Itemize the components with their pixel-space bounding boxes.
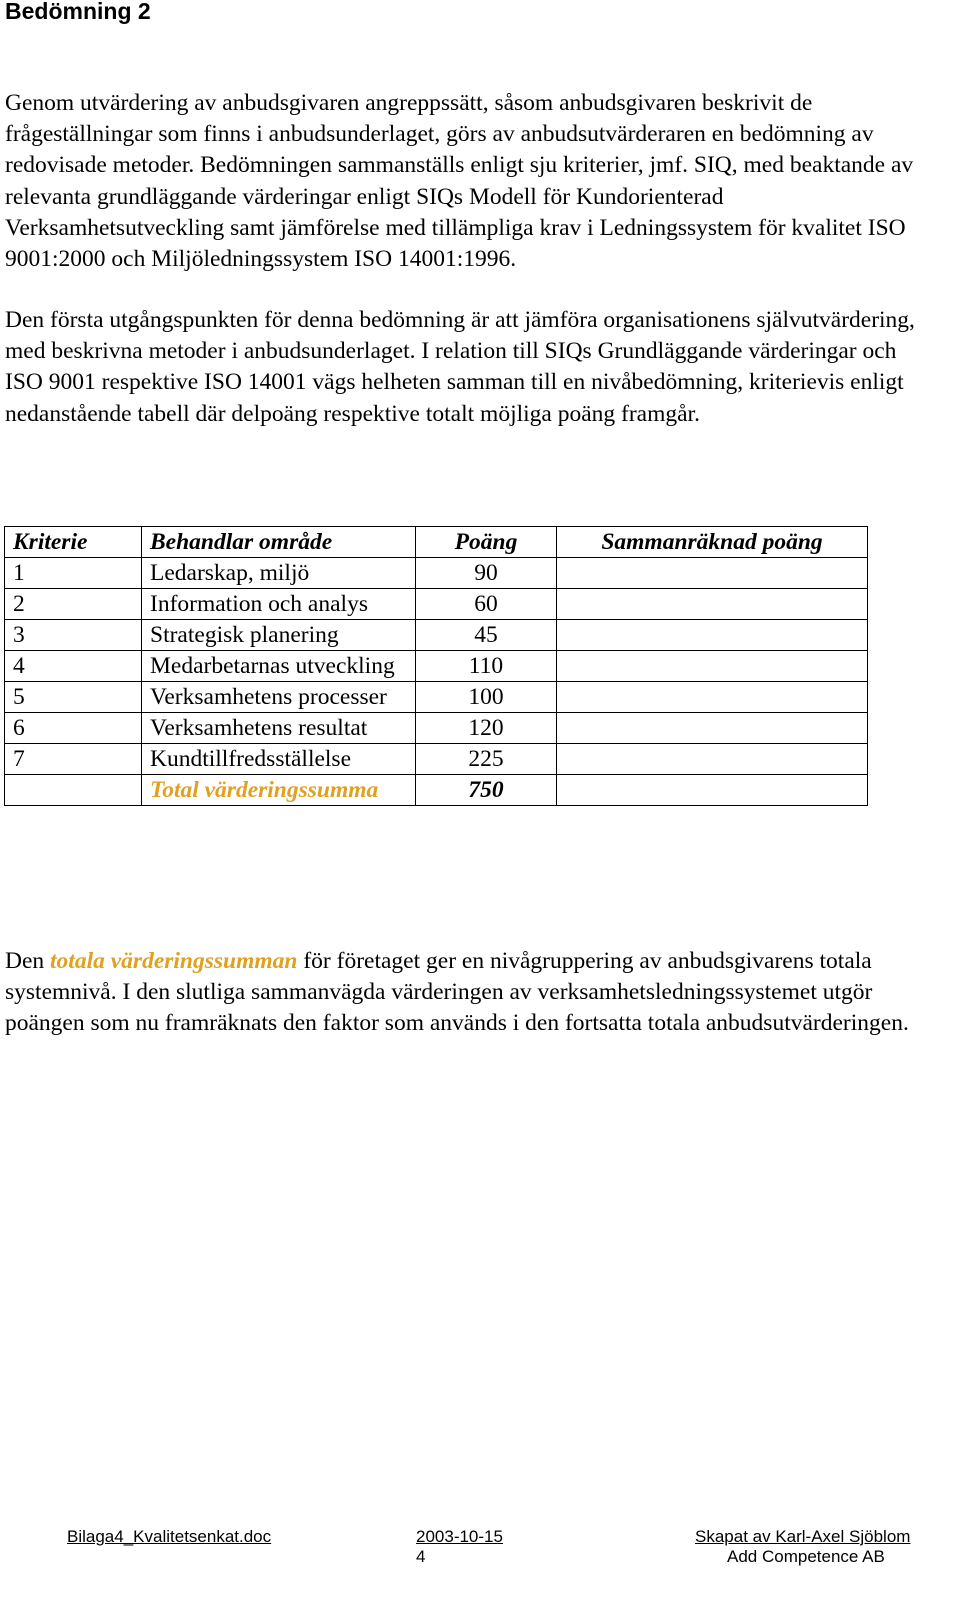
cell-kriterie: 2 [5, 589, 142, 620]
cell-kriterie: 5 [5, 682, 142, 713]
footer-date: 2003-10-15 [416, 1527, 503, 1546]
cell-omrade: Verksamhetens processer [142, 682, 416, 713]
table-row [5, 651, 868, 682]
cell-summa [557, 558, 868, 589]
table-row [5, 744, 868, 775]
total-label: Total värderingssumma [142, 775, 416, 806]
cell-poang: 45 [416, 620, 557, 651]
cell-omrade: Kundtillfredsställelse [142, 744, 416, 775]
cell-kriterie: 4 [5, 651, 142, 682]
cell-kriterie: 7 [5, 744, 142, 775]
footer-author: Skapat av Karl-Axel Sjöblom [695, 1527, 911, 1546]
footer-filename: Bilaga4_Kvalitetsenkat.doc [67, 1527, 272, 1546]
footer-page-number: 4 [416, 1547, 426, 1566]
cell-total-empty [5, 775, 142, 806]
table-row [5, 682, 868, 713]
cell-kriterie: 1 [5, 558, 142, 589]
cell-poang: 225 [416, 744, 557, 775]
header-poang: Poäng [416, 527, 557, 558]
cell-poang: 100 [416, 682, 557, 713]
table-total-row [5, 775, 868, 806]
table-row [5, 620, 868, 651]
cell-kriterie: 3 [5, 620, 142, 651]
summary-highlight: totala värderingssumman [50, 948, 298, 974]
summary-paragraph [5, 946, 940, 1040]
cell-summa [557, 589, 868, 620]
cell-summa [557, 744, 868, 775]
method-paragraph: Den första utgångspunkten för denna bedömning är att jämföra organisationens självutvärdering, med beskrivna metoder i anbudsunderlaget. I relation till SIQs Grundläggande värderingar och ISO 9001 respektive ISO 14001 vägs helheten samman till en nivåbedömning, kriterievis enligt nedanstående tabell där delpoäng respektive totalt möjliga poäng framgår. [5, 307, 915, 427]
summary-text-start: Den [5, 948, 51, 974]
cell-poang: 60 [416, 589, 557, 620]
header-summa: Sammanräknad poäng [557, 527, 868, 558]
cell-total-summa [557, 775, 868, 806]
cell-omrade: Ledarskap, miljö [142, 558, 416, 589]
cell-summa [557, 651, 868, 682]
cell-omrade: Strategisk planering [142, 620, 416, 651]
total-value: 750 [416, 775, 557, 806]
footer-company: Add Competence AB [727, 1547, 885, 1566]
table-header-row [5, 527, 868, 558]
header-omrade: Behandlar område [142, 527, 416, 558]
table-row [5, 589, 868, 620]
cell-omrade: Verksamhetens resultat [142, 713, 416, 744]
cell-kriterie: 6 [5, 713, 142, 744]
cell-omrade: Information och analys [142, 589, 416, 620]
cell-poang: 90 [416, 558, 557, 589]
cell-summa [557, 713, 868, 744]
header-kriterie: Kriterie [5, 527, 142, 558]
table-row [5, 713, 868, 744]
criteria-table [4, 526, 868, 806]
cell-omrade: Medarbetarnas utveckling [142, 651, 416, 682]
table-row [5, 558, 868, 589]
cell-summa [557, 682, 868, 713]
intro-paragraph: Genom utvärdering av anbudsgivaren angreppssätt, såsom anbudsgivaren beskrivit de frågeställningar som finns i anbudsunderlaget, görs av anbudsutvärderaren en bedömning av redovisade metoder. Bedömningen sammanställs enligt sju kriterier, jmf. SIQ, med beaktande av relevanta grundläggande värderingar enligt SIQs Modell för Kundorienterad Verksamhetsutveckling samt jämförelse med tillämpliga krav i Ledningssystem för kvalitet ISO 9001:2000 och Miljöledningssystem ISO 14001:1996. [5, 90, 914, 273]
cell-poang: 110 [416, 651, 557, 682]
cell-summa [557, 620, 868, 651]
cell-poang: 120 [416, 713, 557, 744]
summary-text-end: för företaget ger en nivågruppering av anbudsgivarens totala systemnivå. I den slutliga sammanvägda värderingen av verksamhetsledningssystemet utgör poängen som nu framräknats den faktor som används i den fortsatta totala anbudsutvärderingen. [5, 948, 909, 1037]
page-heading: Bedömning 2 [5, 0, 151, 24]
